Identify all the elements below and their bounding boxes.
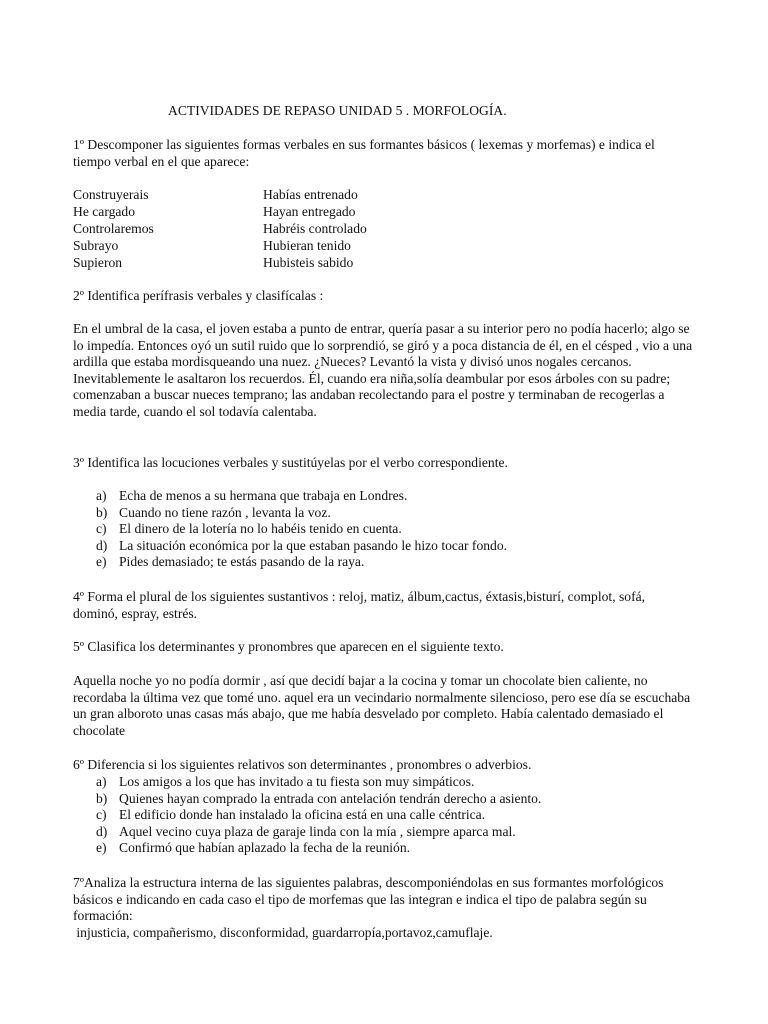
passage-text: Aquella noche yo no podía dormir , así que decidí bajar a la cocina y tomar un chocolate bien caliente, no recordaba la última vez que tomé uno. aquel era un vecindario normalmente silencioso, pero ese día se escuchaba un gran alboroto unas casas más abajo, que me había desvelado por completo. Había calentado demasiado el chocolate (73, 673, 691, 738)
verb-row (73, 187, 493, 204)
exercise-2-prompt (73, 288, 693, 305)
item-letter: b) (96, 790, 108, 806)
verb-row (73, 255, 493, 272)
item-letter: c) (96, 521, 107, 537)
item-letter: a) (96, 488, 107, 503)
item-text: Confirmó que habían aplazado la fecha de la reunión. (119, 840, 411, 856)
verb-row (73, 204, 493, 221)
verb-form: Habías entrenado (263, 187, 358, 202)
verb-form: Hubieran tenido (263, 238, 351, 253)
exercise-3-text: 3º Identifica las locuciones verbales y sustitúyelas por el verbo correspondiente. (73, 455, 508, 470)
exercise-6-list (73, 774, 693, 857)
item-text: Los amigos a los que has invitado a tu fiesta son muy simpáticos. (119, 774, 475, 789)
verb-form: Habréis controlado (263, 221, 367, 236)
item-letter: e) (96, 554, 107, 570)
list-item (73, 824, 693, 841)
item-text: Cuando no tiene razón , levanta la voz. (119, 504, 331, 520)
item-text: Pides demasiado; te estás pasando de la raya. (119, 554, 365, 570)
verb-form: Subrayo (73, 238, 119, 253)
verb-row (73, 221, 493, 238)
item-text: Echa de menos a su hermana que trabaja en Londres. (119, 488, 408, 503)
exercise-7-text: 7ºAnaliza la estructura interna de las siguientes palabras, descomponiéndolas en sus formantes morfológicos básicos e indicando en cada caso el tipo de morfemas que las integran e indica el tipo de palabra según su formación: (73, 875, 664, 924)
list-item (73, 488, 693, 505)
exercise-2-passage (73, 321, 693, 421)
list-item (73, 554, 693, 571)
exercise-2-text: 2º Identifica perífrasis verbales y clasifícalas : (73, 288, 324, 303)
passage-text: En el umbral de la casa, el joven estaba a punto de entrar, quería pasar a su interior pero no podía hacerlo; algo se lo impedía. Entonces oyó un sutil ruido que lo sorprendió, se giró y a poca distancia de él, en el césped , vio a una ardilla que estaba mordisqueando una nuez. ¿Nueces? Levantó la vista y divisó unos nogales cercanos. Inevitablemente le asaltaron los recuerdos. Él, cuando era niña,solía deambular por esos árboles con su padre; comenzaban a buscar nueces temprano; las andaban recolectando para el postre y terminaban de recogerlas a media tarde, cuando el sol todavía calentaba. (73, 321, 693, 419)
exercise-7-prompt (73, 875, 693, 941)
exercise-6-text: 6º Diferencia si los siguientes relativos son determinantes , pronombres o adverbios. (73, 757, 532, 772)
exercise-4-text: 4º Forma el plural de los siguientes sustantivos : reloj, matiz, álbum,cactus, éxtasis,bisturí, complot, sofá, dominó, espray, estrés. (73, 589, 646, 621)
exercise-6-prompt (73, 757, 693, 774)
item-letter: c) (96, 807, 107, 823)
exercise-1-text: 1º Descomponer las siguientes formas verbales en sus formantes básicos ( lexemas y morfemas) e indica el tiempo verbal en el que aparece: (73, 137, 655, 169)
list-item (73, 774, 693, 791)
verb-form: Hubisteis sabido (263, 255, 354, 270)
exercise-5-passage (73, 673, 693, 739)
verb-forms-table (73, 187, 493, 272)
verb-form: Controlaremos (73, 221, 154, 236)
verb-form: Construyerais (73, 187, 149, 202)
list-item (73, 791, 693, 808)
list-item (73, 538, 693, 555)
exercise-3-list (73, 488, 693, 571)
exercise-7-words: injusticia, compañerismo, disconformidad, guardarropía,portavoz,camuflaje. (73, 924, 493, 940)
item-text: La situación económica por la que estaban pasando le hizo tocar fondo. (119, 537, 508, 553)
item-text: Aquel vecino cuya plaza de garaje linda con la mía , siempre aparca mal. (119, 823, 516, 839)
verb-form: He cargado (73, 204, 136, 219)
item-text: El edificio donde han instalado la oficina está en una calle céntrica. (119, 807, 486, 823)
page-title: ACTIVIDADES DE REPASO UNIDAD 5 . MORFOLOGÍA. (168, 103, 507, 118)
item-letter: b) (96, 504, 108, 520)
item-letter: d) (96, 823, 108, 839)
list-item (73, 521, 693, 538)
item-letter: e) (96, 840, 107, 856)
list-item (73, 840, 693, 857)
verb-form: Supieron (73, 255, 123, 270)
item-letter: d) (96, 537, 108, 553)
list-item (73, 807, 693, 824)
exercise-1-prompt (73, 137, 693, 170)
exercise-3-prompt (73, 455, 693, 472)
verb-row (73, 238, 493, 255)
item-text: El dinero de la lotería no lo habéis tenido en cuenta. (119, 521, 402, 537)
item-text: Quienes hayan comprado la entrada con antelación tendrán derecho a asiento. (119, 790, 542, 806)
list-item (73, 505, 693, 522)
verb-form: Hayan entregado (263, 204, 356, 219)
item-letter: a) (96, 774, 107, 789)
exercise-4-prompt (73, 589, 693, 622)
exercise-5-prompt (73, 639, 693, 656)
exercise-5-text: 5º Clasifica los determinantes y pronombres que aparecen en el siguiente texto. (73, 639, 504, 654)
